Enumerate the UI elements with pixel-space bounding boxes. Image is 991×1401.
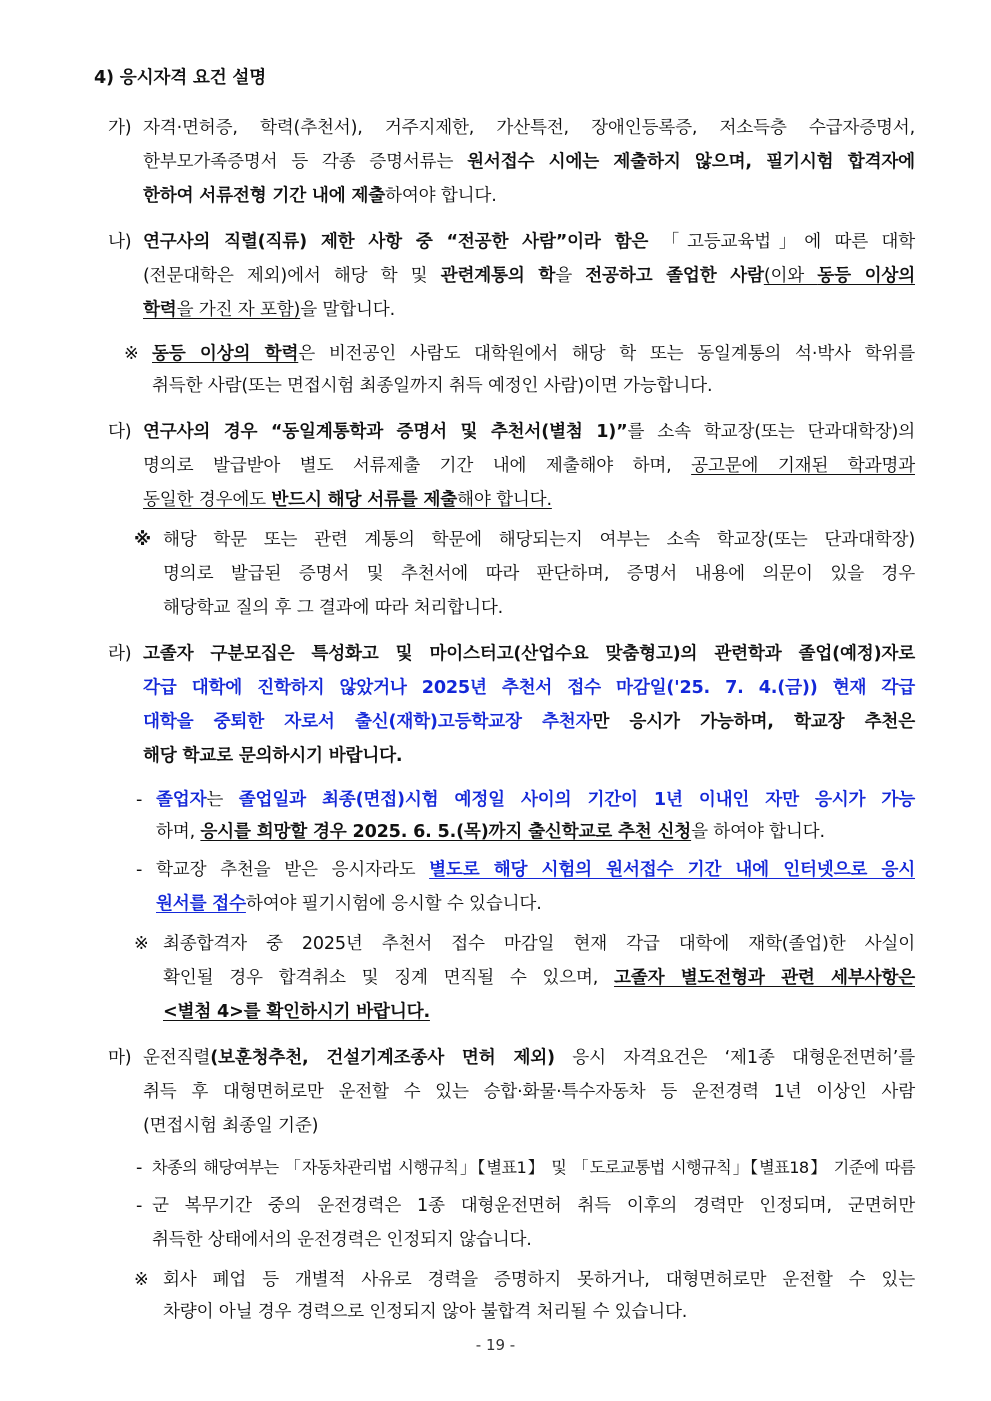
- item-ga-line-3: 한하여 서류전형 기간 내에 제출하여야 합니다.: [143, 186, 497, 206]
- dash-ra-2-line-1: 학교장 추천을 받은 응시자라도 별도로 해당 시험의 원서접수 기간 내에 인터넷으로 응시: [156, 860, 915, 880]
- item-ra-line-4: 해당 학교로 문의하시기 바랍니다.: [143, 746, 403, 766]
- item-marker-da: 다): [108, 422, 132, 442]
- item-marker-ra: 라): [108, 644, 132, 664]
- dash-ma-1-line-1: 차종의 해당여부는 「자동차관리법 시행규칙」【별표1】 및 「도로교통법 시행규칙」【별표18】 기준에 따름: [152, 1158, 915, 1177]
- dash-ma-2-line-1: 군 복무기간 중의 운전경력은 1종 대형운전면허 취득 이후의 경력만 인정되며, 군면허만: [152, 1196, 915, 1216]
- note-da-line-2: 명의로 발급된 증명서 및 추천서에 따라 판단하며, 증명서 내용에 의문이 있을 경우: [163, 564, 915, 584]
- dash-ma-2-line-2: 취득한 상태에서의 운전경력은 인정되지 않습니다.: [152, 1230, 532, 1250]
- dash-ra-2-line-2: 원서를 접수하여야 필기시험에 응시할 수 있습니다.: [156, 894, 542, 914]
- note-ra-line-3: <별첨 4>를 확인하시기 바랍니다.: [163, 1002, 430, 1022]
- item-ra-line-2: 각급 대학에 진학하지 않았거나 2025년 추천서 접수 마감일('25. 7. 4.(금)) 현재 각급: [143, 678, 915, 698]
- note-mark-na: ※: [124, 344, 139, 364]
- note-ra-line-2: 확인될 경우 합격취소 및 징계 면직될 수 있으며, 고졸자 별도전형과 관련 세부사항은: [163, 968, 915, 988]
- item-ga-line-1: 자격·면허증, 학력(추천서), 거주지제한, 가산특전, 장애인등록증, 저소득층 수급자증명서,: [143, 118, 915, 138]
- item-ra-line-3: 대학을 중퇴한 자로서 출신(재학)고등학교장 추천자만 응시가 가능하며, 학교장 추천은: [143, 712, 916, 732]
- item-ma-line-3: (면접시험 최종일 기준): [143, 1116, 319, 1136]
- item-marker-ga: 가): [108, 118, 132, 138]
- item-da-line-2: 명의로 발급받아 별도 서류제출 기간 내에 제출해야 하며, 공고문에 기재된 학과명과: [143, 456, 915, 476]
- note-da-line-1: 해당 학문 또는 관련 계통의 학문에 해당되는지 여부는 소속 학교장(또는 단과대학장): [163, 530, 915, 550]
- item-ma-line-1: 운전직렬(보훈청추천, 건설기계조종사 면허 제외) 응시 자격요건은 ‘제1종 대형운전면허’를: [143, 1048, 915, 1068]
- dash-mark-ma-1: -: [136, 1158, 143, 1178]
- note-ma-line-2: 차량이 아닐 경우 경력으로 인정되지 않아 불합격 처리될 수 있습니다.: [163, 1302, 688, 1322]
- item-na-line-1: 연구사의 직렬(직류) 제한 사항 중 “전공한 사람”이라 함은 「고등교육법」에 따른 대학: [143, 232, 915, 252]
- item-da-line-3: 동일한 경우에도 반드시 해당 서류를 제출해야 합니다.: [143, 490, 552, 510]
- section-heading: 4) 응시자격 요건 설명: [94, 68, 267, 88]
- note-da-line-3: 해당학교 질의 후 그 결과에 따라 처리합니다.: [163, 598, 504, 618]
- note-na-line-1: 동등 이상의 학력은 비전공인 사람도 대학원에서 해당 학 또는 동일계통의 석·박사 학위를: [152, 344, 916, 364]
- dash-ra-1-line-1: 졸업자는 졸업일과 최종(면접)시험 예정일 사이의 기간이 1년 이내인 자만 응시가 가능: [156, 790, 915, 810]
- item-ra-line-1: 고졸자 구분모집은 특성화고 및 마이스터고(산업수요 맞춤형고)의 관련학과 졸업(예정)자로: [143, 644, 915, 664]
- item-ma-line-2: 취득 후 대형면허로만 운전할 수 있는 승합·화물·특수자동차 등 운전경력 1년 이상인 사람: [143, 1082, 915, 1102]
- item-na-line-3: 학력을 가진 자 포함)을 말합니다.: [143, 300, 395, 320]
- item-marker-ma: 마): [108, 1048, 132, 1068]
- dash-mark-ma-2: -: [136, 1196, 143, 1216]
- page-number: - 19 -: [475, 1336, 516, 1354]
- dash-ra-1-line-2: 하며, 응시를 희망할 경우 2025. 6. 5.(목)까지 출신학교로 추천 신청을 하여야 합니다.: [156, 822, 825, 842]
- note-mark-ma: ※: [134, 1270, 149, 1290]
- note-ma-line-1: 회사 폐업 등 개별적 사유로 경력을 증명하지 못하거나, 대형면허로만 운전할 수 있는: [163, 1270, 915, 1290]
- item-na-line-2: (전문대학은 제외)에서 해당 학 및 관련계통의 학을 전공하고 졸업한 사람(이와 동등 이상의: [143, 266, 915, 286]
- note-mark-ra: ※: [134, 934, 149, 954]
- dash-mark-ra-1: -: [136, 790, 143, 810]
- dash-mark-ra-2: -: [136, 860, 143, 880]
- item-da-line-1: 연구사의 경우 “동일계통학과 증명서 및 추천서(별첨 1)”를 소속 학교장(또는 단과대학장)의: [143, 422, 915, 442]
- note-na-line-2: 취득한 사람(또는 면접시험 최종일까지 취득 예정인 사람)이면 가능합니다.: [152, 376, 713, 396]
- item-marker-na: 나): [108, 232, 132, 252]
- item-ga-line-2: 한부모가족증명서 등 각종 증명서류는 원서접수 시에는 제출하지 않으며, 필기시험 합격자에: [143, 152, 915, 172]
- note-mark-da: ※: [134, 530, 151, 550]
- note-ra-line-1: 최종합격자 중 2025년 추천서 접수 마감일 현재 각급 대학에 재학(졸업)한 사실이: [163, 934, 915, 954]
